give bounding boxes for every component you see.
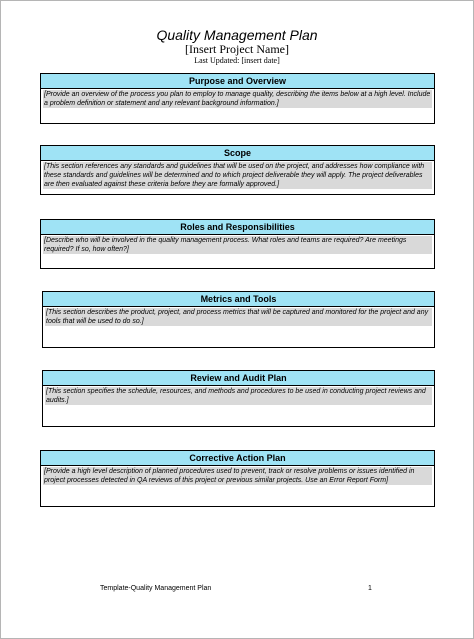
section-heading: Roles and Responsibilities xyxy=(41,220,434,235)
section-body[interactable]: [Provide an overview of the process you plan to employ to manage quality, describing the items below at a high level. Include a problem definition or statement and any relevant background information.] xyxy=(44,91,431,107)
footer-page-number: 1 xyxy=(368,585,372,592)
project-name-placeholder: [Insert Project Name] xyxy=(185,42,289,56)
section-roles-responsibilities xyxy=(40,219,435,269)
section-heading: Metrics and Tools xyxy=(43,292,434,307)
section-review-audit xyxy=(42,370,435,427)
section-body[interactable]: [This section describes the product, project, and process metrics that will be captured and monitored for the project and any tools that will be used to do so.] xyxy=(45,308,432,326)
section-purpose-overview xyxy=(40,73,435,124)
section-body[interactable]: [Provide a high level description of planned procedures used to prevent, track or resolve problems or issues identified in project processes detected in QA reviews of this project or previous similar projects. Use an Error Report Form] xyxy=(43,467,432,485)
section-heading: Purpose and Overview xyxy=(41,74,434,89)
last-updated: Last Updated: [insert date] xyxy=(194,56,280,65)
section-body[interactable]: [This section specifies the schedule, resources, and methods and procedures to be used in conducting project reviews and audits.] xyxy=(45,387,432,405)
section-corrective-action xyxy=(40,450,435,507)
footer-template-name: Template-Quality Management Plan xyxy=(100,585,212,592)
section-scope xyxy=(40,145,435,195)
document-title: Quality Management Plan xyxy=(156,27,318,43)
section-heading: Review and Audit Plan xyxy=(43,371,434,386)
section-body[interactable]: [This section references any standards and guidelines that will be used on the project, and addresses how compliance with these standards and guidelines will be determined and to which project deliverable they will apply. The project deliverables are then evaluated against these criteria before they are formally approved.] xyxy=(43,162,432,189)
section-metrics-tools xyxy=(42,291,435,348)
section-body[interactable]: [Describe who will be involved in the quality management process. What roles and teams are required? Are meetings required? If so, how often?] xyxy=(43,236,432,254)
section-heading: Scope xyxy=(41,146,434,161)
section-heading: Corrective Action Plan xyxy=(41,451,434,466)
